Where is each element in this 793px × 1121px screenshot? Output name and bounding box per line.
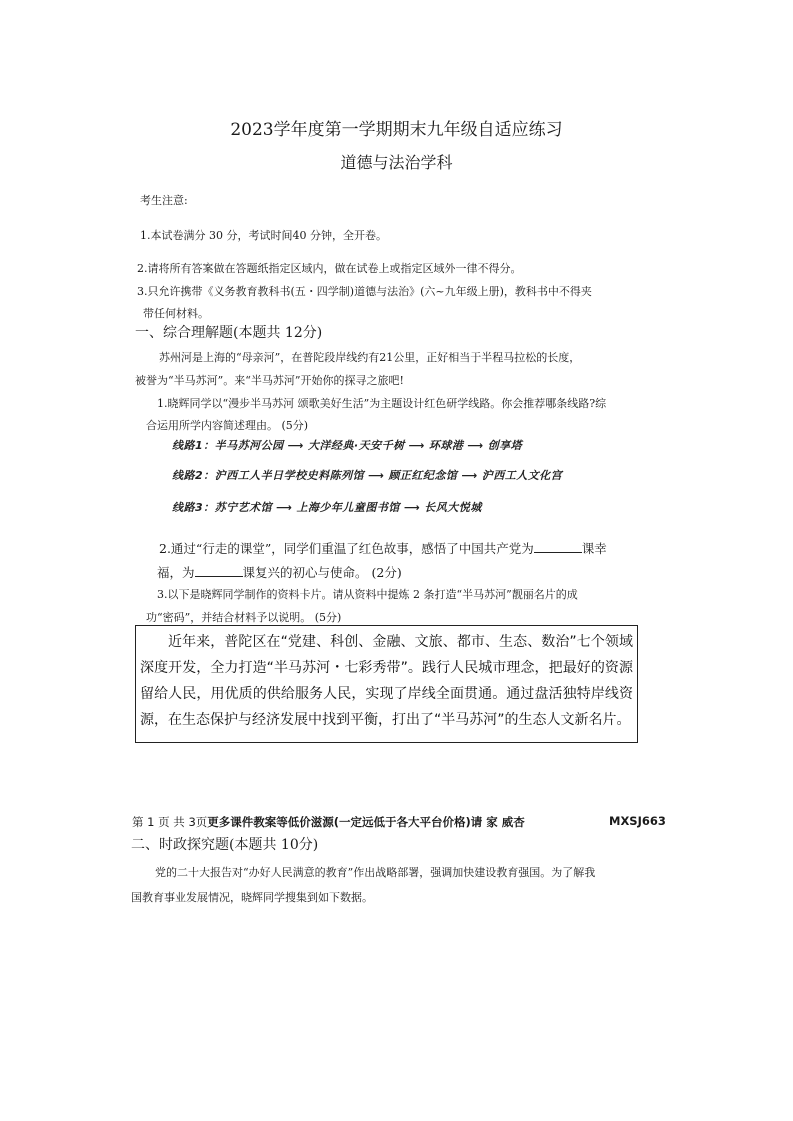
arrow-right-icon: ⟶ (403, 501, 421, 514)
page-number: 第 1 页 共 3页 (132, 815, 208, 829)
route-stop: 顾正红纪念馆 (388, 469, 458, 482)
question-2-text: 课幸 (581, 541, 607, 556)
answer-blank (195, 566, 243, 577)
question-3: 3.以下是晓辉同学制作的资料卡片。请从资料中提炼 2 条打造“半马苏河”靓丽名片的成 (157, 588, 578, 601)
section2-intro: 国教育事业发展情况，晓辉同学搜集到如下数据。 (131, 891, 373, 904)
footer-code-text: MXSJ663 (609, 814, 666, 828)
question-2-cont (157, 563, 402, 581)
question-2-text: 2.通过“行走的课堂”，同学们重温了红色故事，感悟了中国共产党为 (159, 541, 534, 556)
footer-ad: 更多课件教案等低价滋源(一定远低于各大平台价格)请 家 威杏 (207, 815, 525, 829)
arrow-right-icon: ⟶ (461, 469, 478, 482)
material-card-text: 近年来，普陀区在“党建、科创、金融、文旅、都市、生态、数治”七个领域深度开发，全力打造“半马苏河・七彩秀带”。践行人民城市理念，把最好的资源留给人民，用优质的供给服务人民，实现了岸线全面贯通。通过盘活独特岸线资源，在生态保护与经济发展中找到平衡，打出了“半马苏河”的生态人文新名片。 (140, 634, 633, 728)
section1-intro: 苏州河是上海的“母亲河”，在普陀段岸线约有21公里，正好相当于半程马拉松的长度， (159, 351, 581, 364)
arrow-right-icon: ⟶ (408, 439, 425, 452)
page-title: 2023学年度第一学期期末九年级自适应练习 (230, 120, 563, 140)
route-stop: 沪西工人半日学校史料陈列馆 (214, 469, 365, 482)
route-3 (172, 499, 482, 515)
page-subtitle: 道德与法治学科 (340, 153, 453, 172)
route-2 (172, 467, 562, 483)
question-2 (159, 539, 607, 557)
page-footer (132, 814, 525, 830)
route-label: 线路2： (172, 469, 215, 482)
question-1: 1.晓辉同学以“漫步半马苏河 颂歌美好生活”为主题设计红色研学线路。你会推荐哪条线路?综 (157, 397, 607, 410)
notice-item: 2.请将所有答案做在答题纸指定区域内，做在试卷上或指定区域外一律不得分。 (137, 262, 522, 275)
question-3: 功“密码”，并结合材料予以说明。 (5分) (146, 611, 342, 624)
question-1: 合运用所学内容简述理由。 (5分) (146, 419, 309, 432)
notice-heading: 考生注意: (140, 194, 188, 207)
route-stop: 长风大悦城 (424, 501, 482, 514)
section1-intro: 被誉为“半马苏河”。来“半马苏河”开始你的探寻之旅吧! (135, 374, 404, 387)
route-stop: 创享塔 (487, 439, 523, 452)
arrow-right-icon: ⟶ (467, 439, 484, 452)
arrow-right-icon: ⟶ (276, 501, 293, 514)
material-card (135, 625, 638, 743)
question-2-text: 课复兴的初心与使命。 (2分) (242, 565, 402, 580)
route-stop: 大洋经典·天安千树 (307, 439, 405, 452)
section2-intro: 党的二十大报告对“办好人民满意的教育”作出战略部署，强调加快建设教育强国。为了解我 (155, 866, 596, 879)
section1-heading: 一、综合理解题(本题共 12分) (135, 325, 323, 341)
route-label: 线路1： (172, 439, 215, 452)
notice-item: 带任何材料。 (143, 307, 209, 320)
notice-item: 3.只允许携带《义务教育教科书(五・四学制)道德与法治》(六~九年级上册)，教科书中不得夹 (137, 285, 592, 298)
route-stop: 环球港 (428, 439, 464, 452)
route-label: 线路3： (172, 501, 215, 514)
route-stop: 沪西工人文化宫 (481, 469, 563, 482)
route-stop: 半马苏河公园 (214, 439, 284, 452)
route-stop: 苏宁艺术馆 (214, 501, 273, 514)
notice-item: 1.本试卷满分 30 分，考试时间40 分钟，全开卷。 (140, 229, 387, 242)
route-1 (172, 437, 522, 453)
arrow-right-icon: ⟶ (368, 469, 385, 482)
question-2-text: 福，为 (157, 565, 195, 580)
arrow-right-icon: ⟶ (287, 439, 304, 452)
section2-heading: 二、时政探究题(本题共 10分) (131, 837, 319, 853)
route-stop: 上海少年儿童图书馆 (296, 501, 400, 514)
footer-code (609, 814, 666, 828)
answer-blank (534, 542, 582, 553)
